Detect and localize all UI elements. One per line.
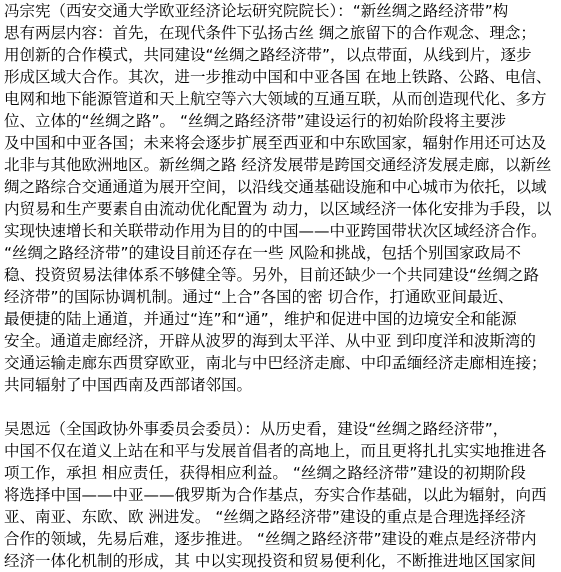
article-body [4,0,557,570]
text-line: 经济一体化机制的形成，其 中以实现投资和贸易便利化，不断推进地区国家间 [4,552,536,570]
text-line: 合作的领域，先易后难，逐步推进。 “丝绸之路经济带”建设的难点是经济带内 [4,530,537,548]
text-line: 经济带”的国际协调机制。通过“上合”各国的密 切合作，打通欧亚间最近、 [4,288,514,306]
text-line: 将选择中国——中亚——俄罗斯为合作基点，夯实合作基础，以此为辐射，向西 [4,486,547,504]
text-line: 内贸易和生产要素自由流动优化配置为 动力，以区域经济一体化安排为手段，以 [4,200,552,218]
text-line: 电网和地下能源管道和天上航空等六大领域的互通互联，从而创造现代化、多方 [4,90,547,108]
text-line: 用创新的合作模式，共同建设“丝绸之路经济带”，以点带面，从线到片，逐步 [4,46,532,64]
text-line: 最便捷的陆上通道，并通过“连”和“通”，维护和促进中国的边境安全和能源 [4,310,517,328]
text-line: 实现快速增长和关联带动作用为目的的中国——中亚跨国带状次区域经济合作。 [4,222,547,240]
paragraph-spacer [4,396,557,418]
paragraph-feng-zongxian [4,0,557,396]
paragraph-wu-enyuan [4,418,557,572]
text-line: 中国不仅在道义上站在和平与发展首倡者的高地上，而且更将扎扎实实地推进各 [4,442,547,460]
text-line: 形成区域大合作。其次，进一步推动中国和中亚各国 在地上铁路、公路、电信、 [4,68,552,86]
text-line: 位、立体的“丝绸之路”。 “丝绸之路经济带”建设运行的初始阶段将主要涉 [4,112,507,130]
text-line: 冯宗宪（西安交通大学欧亚经济论坛研究院院长）：“新丝绸之路经济带”构 [4,2,509,20]
text-line: 安全。通道走廊经济，开辟从波罗的海到太平洋、从中亚 到印度洋和波斯湾的 [4,332,536,350]
text-line: 交通运输走廊东西贯穿欧亚，南北与中巴经济走廊、中印孟缅经济走廊相连接； [4,354,547,372]
text-line: “丝绸之路经济带”的建设目前还存在一些 风险和挑战，包括个别国家政局不 [4,244,521,262]
text-line: 绸之路综合交通通道为展开空间，以沿线交通基础设施和中心城市为依托，以域 [4,178,547,196]
text-line: 及中国和中亚各国；未来将会逐步扩展至西亚和中东欧国家，辐射作用还可达及 [4,134,547,152]
text-line: 吴恩远（全国政协外事委员会委员）：从历史看，建设“丝绸之路经济带”， [4,420,509,438]
text-line: 共同辐射了中国西南及西部诸邻国。 [4,376,253,394]
text-line: 项工作，承担 相应责任，获得相应利益。 “丝绸之路经济带”建设的初期阶段 [4,464,526,482]
text-line: 稳、投资贸易法律体系不够健全等。另外，目前还缺少一个共同建设“丝绸之路 [4,266,540,284]
text-line: 思有两层内容：首先，在现代条件下弘扬古丝 绸之旅留下的合作观念、理念； [4,24,536,42]
text-line: 亚、南亚、东欧、欧 洲进发。 “丝绸之路经济带”建设的重点是合理选择经济 [4,508,526,526]
text-line: 北非与其他欧洲地区。新丝绸之路 经济发展带是跨国交通经济发展走廊，以新丝 [4,156,552,174]
